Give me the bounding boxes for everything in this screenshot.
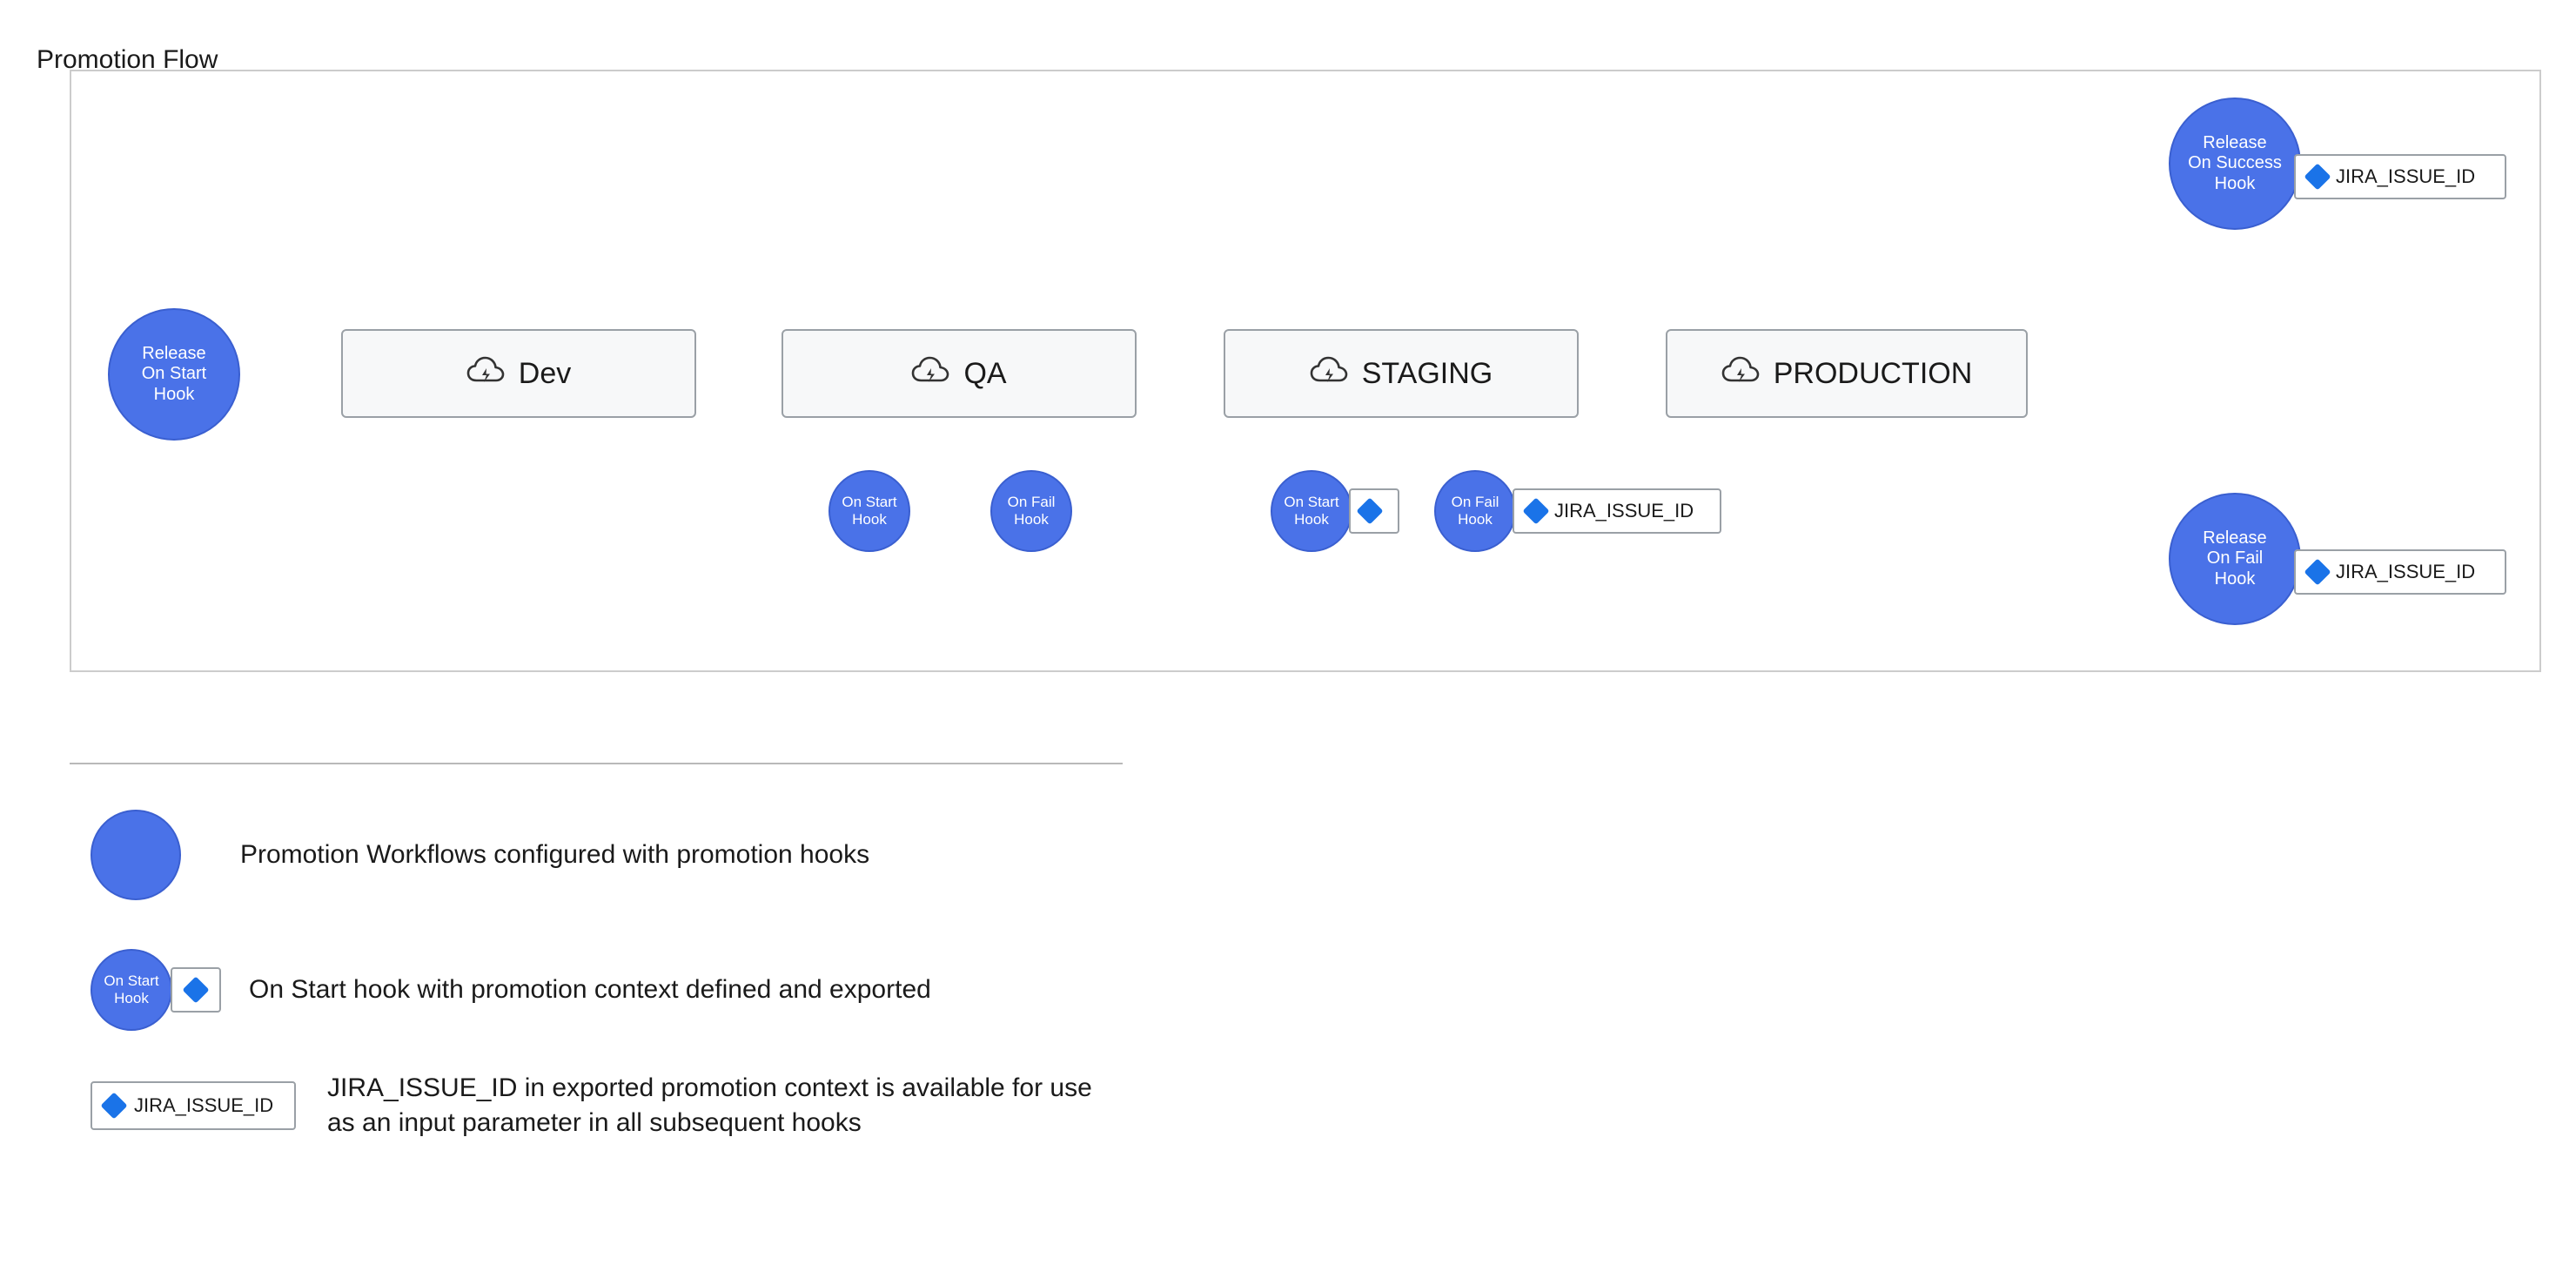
legend-label: On Start hook with promotion context defined and exported: [249, 975, 931, 1005]
legend-label: JIRA_ISSUE_ID in exported promotion context is available for use as an input parameter in all subsequent hooks: [327, 1073, 1092, 1137]
hook-line-1: On Fail: [1451, 493, 1499, 510]
chip-label: JIRA_ISSUE_ID: [1554, 500, 1694, 521]
hook-line-2: Hook: [1014, 511, 1049, 528]
chip-label: JIRA_ISSUE_ID: [2336, 561, 2476, 582]
diamond-icon: [1356, 497, 1383, 524]
legend-jira-chip: [91, 1081, 296, 1130]
legend-divider: [70, 763, 1123, 764]
page-title: Promotion Flow: [37, 45, 218, 74]
diamond-icon: [182, 976, 209, 1003]
legend-hook-circle-icon: [91, 949, 172, 1031]
hook-line-1: On Start: [842, 493, 897, 510]
diamond-icon: [1522, 497, 1549, 524]
diamond-icon: [2304, 163, 2331, 190]
stage-label: QA: [963, 356, 1007, 390]
release-on-fail-context-chip[interactable]: [2294, 549, 2506, 595]
hook-line-3: Hook: [2214, 173, 2256, 193]
hook-line-2: Hook: [114, 990, 149, 1006]
hook-line-2: On Success: [2188, 153, 2282, 173]
cloud-lightning-icon: [1310, 356, 1348, 392]
legend-context-chip: [171, 967, 221, 1013]
qa-on-fail-hook[interactable]: [990, 470, 1072, 552]
chip-label: JIRA_ISSUE_ID: [134, 1093, 274, 1116]
release-on-success-hook[interactable]: [2169, 98, 2301, 230]
stage-label: STAGING: [1361, 356, 1493, 390]
staging-on-fail-context-chip[interactable]: [1513, 488, 1721, 534]
hook-line-1: Release: [142, 343, 206, 363]
diamond-icon: [2304, 558, 2331, 585]
stage-staging[interactable]: [1224, 329, 1579, 418]
hook-line-1: Release: [2203, 528, 2267, 548]
hook-line-1: On Start: [104, 972, 159, 989]
release-on-success-context-chip[interactable]: [2294, 154, 2506, 199]
legend-on-start-hook-sample: [91, 949, 230, 1031]
legend-hook-circle-icon: [91, 810, 181, 900]
hook-line-2: Hook: [852, 511, 887, 528]
staging-on-start-hook[interactable]: [1271, 470, 1352, 552]
hook-line-3: Hook: [153, 384, 195, 404]
hook-line-3: Hook: [2214, 569, 2256, 589]
legend-item-workflows: [91, 810, 869, 900]
legend-item-on-start-hook: [91, 949, 931, 1031]
cloud-lightning-icon: [466, 356, 505, 392]
release-on-start-hook[interactable]: [108, 308, 240, 441]
release-on-fail-hook[interactable]: [2169, 493, 2301, 625]
chip-label: JIRA_ISSUE_ID: [2336, 165, 2476, 187]
qa-on-start-hook[interactable]: [828, 470, 910, 552]
cloud-lightning-icon: [1721, 356, 1760, 392]
staging-on-start-context-chip[interactable]: [1349, 488, 1399, 534]
hook-line-2: On Fail: [2206, 548, 2264, 569]
stage-label: PRODUCTION: [1773, 356, 1973, 390]
cloud-lightning-icon: [911, 356, 949, 392]
hook-line-1: Release: [2203, 132, 2267, 152]
legend-label: Promotion Workflows configured with promotion hooks: [240, 840, 870, 870]
hook-line-2: Hook: [1458, 511, 1493, 528]
stage-label: Dev: [518, 356, 572, 390]
hook-line-1: On Fail: [1007, 493, 1056, 510]
hook-line-2: On Start: [141, 364, 207, 384]
staging-on-fail-hook[interactable]: [1434, 470, 1516, 552]
hook-line-1: On Start: [1284, 493, 1339, 510]
stage-production[interactable]: [1666, 329, 2028, 418]
stage-qa[interactable]: [782, 329, 1137, 418]
hook-line-2: Hook: [1294, 511, 1329, 528]
legend-item-jira-issue-id: [91, 1071, 1093, 1141]
diamond-icon: [100, 1092, 127, 1119]
stage-dev[interactable]: [341, 329, 696, 418]
